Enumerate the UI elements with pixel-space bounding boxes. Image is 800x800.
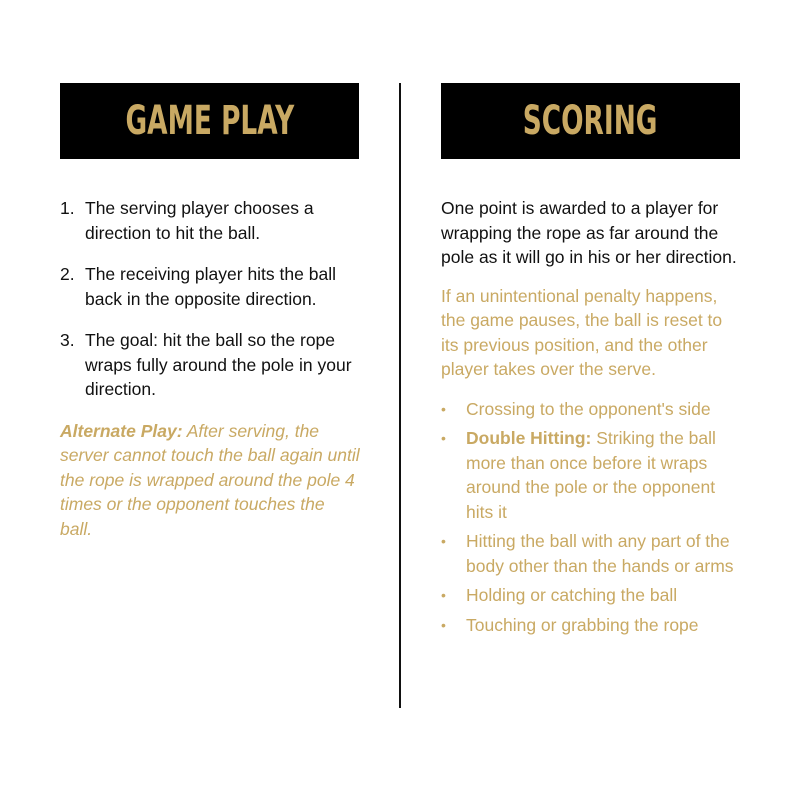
scoring-title: SCORING: [523, 98, 658, 144]
scoring-section: [441, 196, 741, 642]
step-number: 2.: [60, 264, 75, 284]
alternate-play-lead: Alternate Play:: [60, 420, 183, 441]
penalty-item: [441, 613, 741, 638]
bullet-icon: •: [441, 587, 446, 603]
bullet-icon: •: [441, 430, 446, 446]
column-divider: [399, 83, 401, 708]
bullet-icon: •: [441, 533, 446, 549]
step-text: The goal: hit the ball so the rope wraps fully around the pole in your direction.: [85, 330, 352, 399]
game-play-title: GAME PLAY: [125, 98, 294, 144]
bullet-icon: •: [441, 400, 446, 417]
alternate-play-text: After serving, the server cannot touch the ball again until the rope is wrapped around the pole 4 times or the opponent touches the ball.: [60, 420, 360, 539]
game-play-banner: [60, 83, 359, 159]
game-play-steps: [60, 196, 360, 402]
penalty-item: [441, 397, 741, 422]
penalty-item: [441, 583, 741, 608]
penalty-item: [441, 426, 741, 524]
step-item: [60, 262, 360, 311]
penalty-text: Crossing to the opponent's side: [466, 398, 711, 419]
scoring-main-text: One point is awarded to a player for wrapping the rope as far around the pole as it will go in his or her direction.: [441, 198, 737, 267]
bullet-icon: •: [441, 616, 446, 633]
penalty-lead: Double Hitting:: [466, 428, 592, 448]
penalty-text: Striking the ball more than once before it wraps around the pole or the opponent hits it: [466, 428, 716, 522]
scoring-banner: [441, 83, 740, 159]
penalty-text: Hitting the ball with any part of the body other than the hands or arms: [466, 531, 734, 576]
step-number: 3.: [60, 330, 75, 350]
step-number: 1.: [60, 198, 75, 218]
step-item: [60, 328, 360, 402]
penalty-item: [441, 529, 741, 578]
step-text: The receiving player hits the ball back in the opposite direction.: [85, 264, 336, 309]
scoring-penalty-text: If an unintentional penalty happens, the game pauses, the ball is reset to its previous position, and the other player takes over the serve.: [441, 285, 723, 379]
penalty-text: Touching or grabbing the rope: [466, 614, 699, 635]
game-play-section: [60, 196, 360, 559]
penalty-list: [441, 397, 741, 638]
step-item: [60, 196, 360, 245]
alternate-play-note: [60, 419, 360, 542]
penalty-text: Holding or catching the ball: [466, 585, 678, 605]
step-text: The serving player chooses a direction to hit the ball.: [85, 198, 314, 243]
